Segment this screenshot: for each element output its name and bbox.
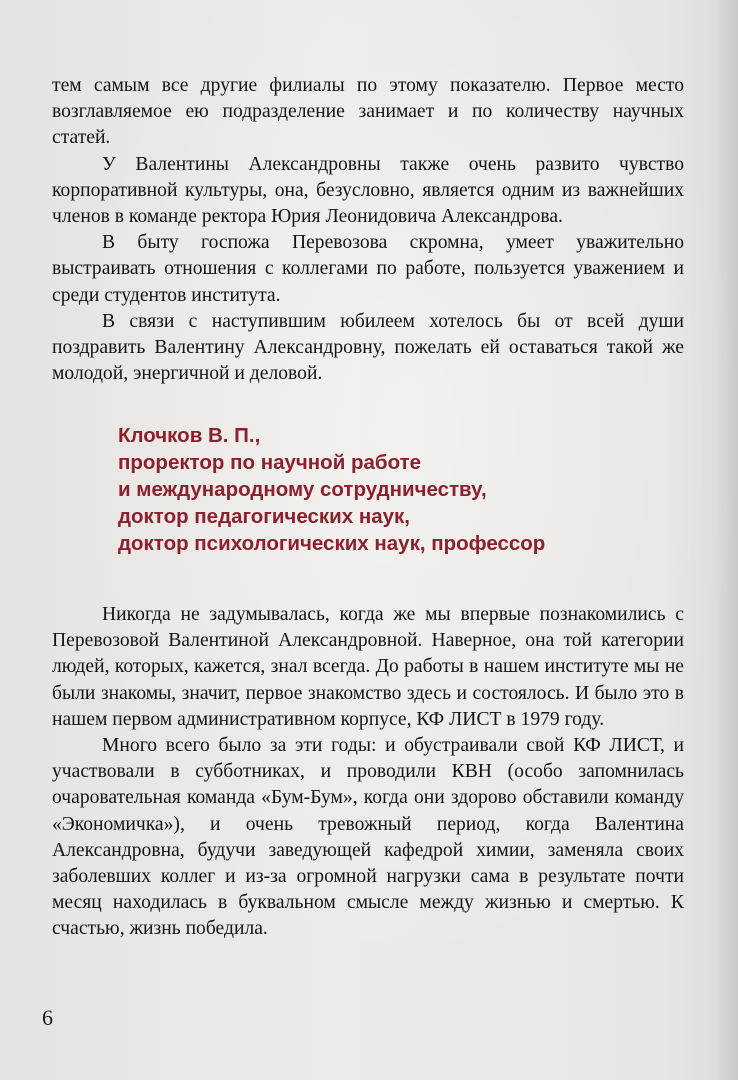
paragraph: Много всего было за эти годы: и обустраивали свой КФ ЛИСТ, и участвовали в субботниках, и проводили КВН (особо запомнилась очаровательная команда «Бум-Бум», когда они здорово обставили команду «Экономичка»), и очень тревожный период, когда Валентина Александровна, будучи заведующей кафедрой химии, заменяла своих заболевших коллег и из-за огромной нагрузки сама в результате почти месяц находилась в буквальном смысле между жизнью и смертью. К счастью, жизнь победила. [52,735,684,940]
paragraph: Никогда не задумывалась, когда же мы впервые познакомились с Перевозовой Валентиной Александровной. Наверное, она той категории людей, которых, кажется, знал всегда. До работы в нашем институте мы не были знакомы, значит, первое знакомство здесь и состоялось. И было это в нашем первом административном корпусе, КФ ЛИСТ в 1979 году. [52,604,684,730]
author-position-line-2: и международному сотрудничеству, [118,478,487,501]
author-name: Клочков В. П., [118,424,261,447]
author-position-line-1: проректор по научной работе [118,451,422,474]
page-edge-shadow [714,0,738,1080]
author-signature-block [118,422,678,557]
author-degree-line-2: доктор психологических наук, профессор [118,532,546,555]
paragraph: тем самым все другие филиалы по этому показателю. Первое место возглавляемое ею подразделение занимает и по количеству научных статей. [52,75,684,149]
paragraph: У Валентины Александровны также очень развито чувство корпоративной культуры, она, безусловно, является одним из важнейших членов в команде ректора Юрия Леонидовича Александрова. [52,153,684,228]
paragraph: В быту госпожа Перевозова скромна, умеет уважительно выстраивать отношения с коллегами по работе, пользуется уважением и среди студентов института. [52,232,684,306]
page-number: 6 [42,1005,53,1030]
author-degree-line-1: доктор педагогических наук, [118,505,410,528]
bottom-text-block [52,602,684,943]
top-text-block [52,73,684,387]
paragraph: В связи с наступившим юбилеем хотелось бы от всей души поздравить Валентину Александровну, пожелать ей оставаться такой же молодой, энергичной и деловой. [52,310,684,385]
